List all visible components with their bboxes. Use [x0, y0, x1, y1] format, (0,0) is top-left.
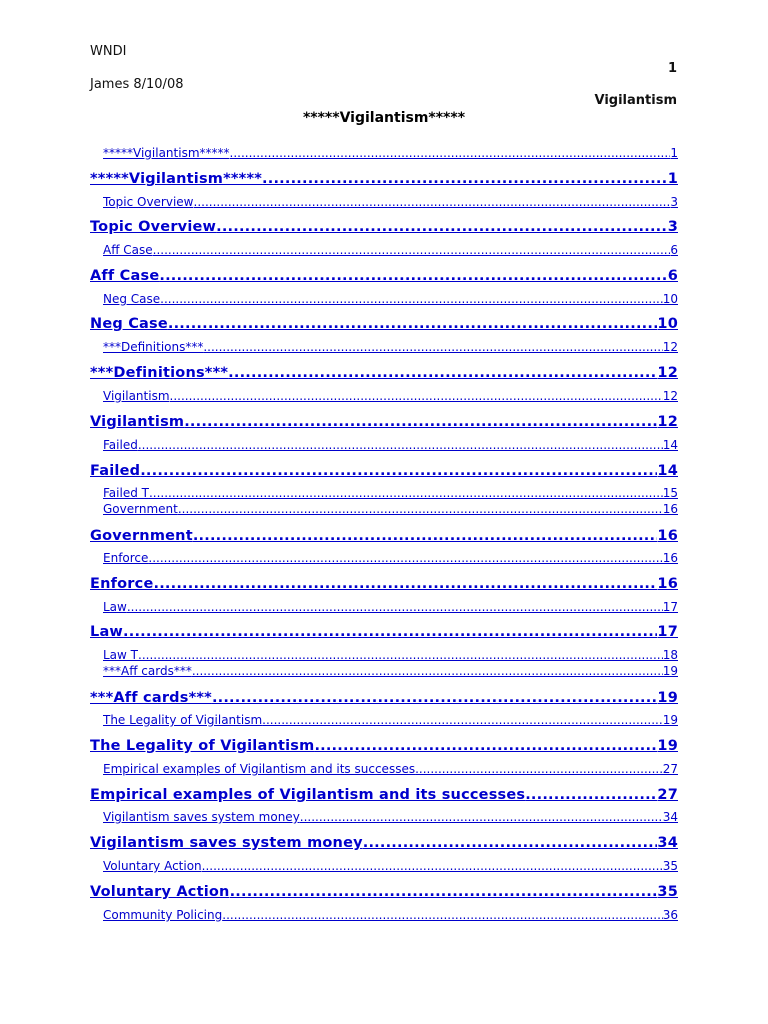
toc-entry[interactable]: [90, 265, 678, 284]
toc-entry-page: 27: [662, 762, 678, 776]
toc-entry[interactable]: [90, 460, 678, 479]
toc-dot-leader: [192, 664, 663, 678]
toc-dot-leader: [216, 219, 668, 235]
toc-entry[interactable]: [90, 573, 678, 592]
toc-entry-page: 6: [667, 268, 678, 284]
toc-dot-leader: [202, 859, 663, 873]
toc-entry-title: Government: [103, 502, 178, 516]
toc-entry-title: Government: [90, 528, 193, 544]
toc-entry-page: 12: [657, 365, 678, 381]
toc-dot-leader: [148, 551, 662, 565]
toc-entry-page: 19: [662, 664, 678, 678]
toc-entry-page: 34: [657, 835, 678, 851]
toc-entry-page: 14: [662, 438, 678, 452]
toc-entry[interactable]: [103, 145, 678, 160]
toc-entry-title: Neg Case: [90, 316, 168, 332]
toc-entry-title: *****Vigilantism*****: [103, 146, 230, 160]
toc-dot-leader: [194, 195, 671, 209]
toc-entry[interactable]: [90, 168, 678, 187]
toc-entry-title: Empirical examples of Vigilantism and its successes: [90, 787, 526, 803]
toc-entry[interactable]: [90, 216, 678, 235]
toc-dot-leader: [149, 486, 663, 500]
toc-entry-title: *****Vigilantism*****: [90, 171, 263, 187]
toc-entry-title: Vigilantism saves system money: [103, 810, 300, 824]
toc-dot-leader: [230, 146, 671, 160]
toc-entry-page: 15: [662, 486, 678, 500]
toc-entry-title: Law: [103, 600, 127, 614]
toc-entry-title: Voluntary Action: [90, 884, 230, 900]
toc-entry[interactable]: [103, 388, 678, 403]
toc-entry[interactable]: [103, 501, 678, 516]
toc-entry-page: 16: [662, 551, 678, 565]
toc-entry-title: Failed: [90, 463, 141, 479]
toc-entry[interactable]: [103, 291, 678, 306]
toc-entry-page: 1: [670, 146, 678, 160]
toc-entry-page: 12: [657, 414, 678, 430]
toc-dot-leader: [262, 171, 668, 187]
toc-dot-leader: [314, 738, 657, 754]
toc-dot-leader: [230, 884, 658, 900]
toc-entry-title: Law: [90, 624, 124, 640]
toc-entry[interactable]: [90, 362, 678, 381]
toc-entry[interactable]: [90, 621, 678, 640]
toc-dot-leader: [415, 762, 663, 776]
toc-entry[interactable]: [90, 313, 678, 332]
toc-entry-page: 12: [662, 389, 678, 403]
toc-entry[interactable]: [103, 242, 678, 257]
toc-entry[interactable]: [90, 735, 678, 754]
toc-entry-title: ***Aff cards***: [103, 664, 192, 678]
toc-entry-title: Aff Case: [103, 243, 153, 257]
toc-dot-leader: [140, 463, 657, 479]
toc-entry-page: 19: [657, 690, 678, 706]
toc-entry-page: 16: [657, 576, 678, 592]
toc-entry[interactable]: [90, 525, 678, 544]
toc-dot-leader: [193, 528, 658, 544]
document-title: *****Vigilantism*****: [302, 110, 466, 126]
toc-entry[interactable]: [103, 761, 678, 776]
toc-entry-page: 35: [662, 859, 678, 873]
toc-entry[interactable]: [90, 784, 678, 803]
toc-entry[interactable]: [103, 437, 678, 452]
toc-dot-leader: [203, 340, 662, 354]
toc-entry[interactable]: [103, 663, 678, 678]
toc-entry-title: Aff Case: [90, 268, 160, 284]
toc-entry-title: Vigilantism saves system money: [90, 835, 363, 851]
toc-entry-title: ***Definitions***: [90, 365, 229, 381]
toc-dot-leader: [159, 268, 667, 284]
toc-entry[interactable]: [103, 599, 678, 614]
toc-entry-page: 19: [662, 713, 678, 727]
toc-entry[interactable]: [103, 485, 678, 500]
toc-entry[interactable]: [103, 712, 678, 727]
toc-dot-leader: [184, 414, 657, 430]
toc-entry[interactable]: [103, 550, 678, 565]
toc-entry-title: Voluntary Action: [103, 859, 202, 873]
toc-entry-page: 36: [662, 908, 678, 922]
toc-entry-page: 35: [657, 884, 678, 900]
header-org: WNDI: [90, 44, 127, 59]
toc-dot-leader: [262, 713, 663, 727]
toc-entry-title: Topic Overview: [90, 219, 217, 235]
toc-dot-leader: [123, 624, 657, 640]
toc-dot-leader: [222, 908, 662, 922]
toc-dot-leader: [138, 648, 663, 662]
toc-entry-page: 1: [667, 171, 678, 187]
toc-entry[interactable]: [90, 832, 678, 851]
toc-entry-title: Vigilantism: [103, 389, 170, 403]
toc-entry-title: Topic Overview: [103, 195, 194, 209]
toc-entry-page: 3: [670, 195, 678, 209]
toc-dot-leader: [160, 292, 663, 306]
toc-entry-page: 34: [662, 810, 678, 824]
toc-entry-title: Community Policing: [103, 908, 223, 922]
toc-entry-title: ***Aff cards***: [90, 690, 212, 706]
toc-entry-title: Vigilantism: [90, 414, 185, 430]
header-author-date: James 8/10/08: [90, 77, 184, 92]
toc-dot-leader: [212, 690, 657, 706]
toc-dot-leader: [168, 316, 658, 332]
toc-dot-leader: [363, 835, 658, 851]
toc-entry-title: Law T: [103, 648, 138, 662]
header-tag: Vigilantism: [594, 93, 677, 108]
toc-entry-page: 6: [670, 243, 678, 257]
toc-dot-leader: [138, 438, 663, 452]
toc-entry-title: Failed: [103, 438, 138, 452]
toc-entry[interactable]: [103, 907, 678, 922]
toc-entry-page: 16: [657, 528, 678, 544]
toc-dot-leader: [525, 787, 657, 803]
toc-entry[interactable]: [90, 411, 678, 430]
toc-entry-page: 18: [662, 648, 678, 662]
toc-entry[interactable]: [103, 858, 678, 873]
toc-entry[interactable]: [90, 881, 678, 900]
toc-entry-page: 19: [657, 738, 678, 754]
toc-entry[interactable]: [103, 647, 678, 662]
toc-entry[interactable]: [103, 339, 678, 354]
toc-entry-title: Enforce: [103, 551, 149, 565]
toc-dot-leader: [228, 365, 657, 381]
toc-entry-title: Failed T: [103, 486, 149, 500]
toc-entry[interactable]: [103, 194, 678, 209]
toc-entry[interactable]: [90, 687, 678, 706]
toc-entry-page: 10: [662, 292, 678, 306]
toc-dot-leader: [178, 502, 663, 516]
toc-dot-leader: [127, 600, 663, 614]
toc-entry-title: Enforce: [90, 576, 154, 592]
toc-entry-title: Empirical examples of Vigilantism and its successes: [103, 762, 416, 776]
toc-entry-page: 27: [657, 787, 678, 803]
toc-entry-title: The Legality of Vigilantism: [90, 738, 315, 754]
toc-entry[interactable]: [103, 809, 678, 824]
toc-entry-title: The Legality of Vigilantism: [103, 713, 263, 727]
toc-dot-leader: [153, 576, 657, 592]
toc-entry-page: 17: [657, 624, 678, 640]
toc-entry-page: 3: [667, 219, 678, 235]
toc-entry-page: 16: [662, 502, 678, 516]
toc-dot-leader: [300, 810, 663, 824]
toc-entry-page: 12: [662, 340, 678, 354]
toc-entry-page: 17: [662, 600, 678, 614]
toc-dot-leader: [170, 389, 663, 403]
toc-entry-page: 10: [657, 316, 678, 332]
header-page-number: 1: [667, 61, 677, 76]
toc-entry-page: 14: [657, 463, 678, 479]
toc-entry-title: ***Definitions***: [103, 340, 204, 354]
toc-entry-title: Neg Case: [103, 292, 161, 306]
toc-dot-leader: [153, 243, 671, 257]
